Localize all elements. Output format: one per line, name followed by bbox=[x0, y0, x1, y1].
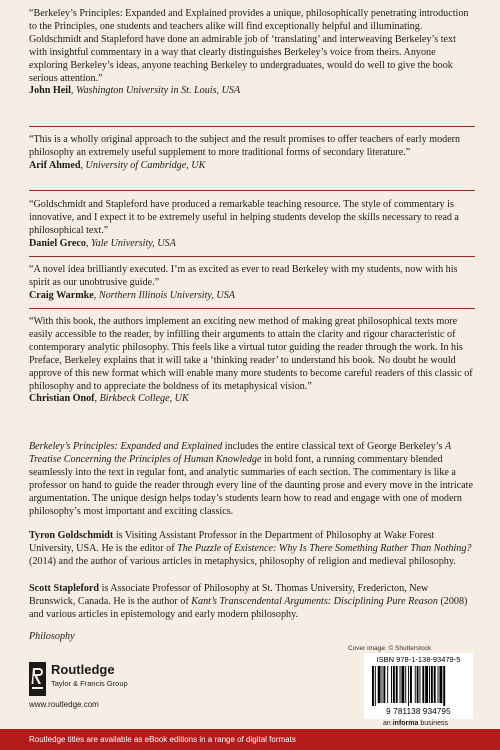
barcode-digits: 9 781138 934795 bbox=[386, 707, 451, 716]
description-text: in bold font, a running commentary blended seamlessly into the text in regular font, and analytic summaries of each section. The commentary is like a professor on hand to guide the reader through every line of the daunting prose and every move in the intricate argumentation. The unique design helps today’s students learn how to read and engage with one of modern philosophy’s most important and exciting classics. bbox=[29, 453, 473, 517]
barcode-bar bbox=[372, 666, 374, 706]
barcode-bar bbox=[439, 666, 442, 703]
review-quote: “This is a wholly original approach to the subject and the result promises to offer teachers of early modern philosophy an extremely useful supplement to more traditional forms of secondary literature.” bbox=[29, 134, 461, 158]
divider-rule bbox=[29, 190, 475, 191]
barcode-bar bbox=[443, 666, 445, 706]
barcode-bar bbox=[438, 666, 439, 703]
book-description bbox=[29, 441, 475, 518]
barcode-bars-icon bbox=[372, 666, 468, 706]
author-book-title: Kant’s Transcendental Arguments: Disciplining Pure Reason bbox=[191, 595, 438, 607]
review-quote: “With this book, the authors implement an exciting new method of making great philosophical texts more easily accessible to the reader, by infilling their arguments to attain the clarity and rigour characteristic of contemporary analytic philosophy. This feels like a virtual tutor guiding the reader through the work. In his Preface, Berkeley explains that it will take a ‘thinking reader’ to understand his book. No doubt he would approve of this new format which will enable many more students to become careful readers of this classic of philosophy and to appreciate the boldness of its metaphysical vision.” bbox=[29, 316, 473, 392]
review-quote: “Goldschmidt and Stapleford have produced a remarkable teaching resource. The style of commentary is innovative, and I expect it to be extremely useful in helping students develop the skills necessary to read a philosophical text.” bbox=[29, 199, 459, 236]
barcode-bar bbox=[405, 666, 406, 703]
barcode-bar bbox=[434, 666, 436, 703]
barcode-bar bbox=[420, 666, 421, 703]
description-text: includes the entire classical text of George Berkeley’s bbox=[222, 441, 446, 452]
publisher-url[interactable]: www.routledge.com bbox=[29, 700, 99, 709]
reviewer-affiliation: Birkbeck College, UK bbox=[99, 393, 189, 405]
routledge-logo-icon bbox=[29, 662, 46, 696]
footer-band bbox=[0, 729, 500, 750]
barcode-bar bbox=[401, 666, 404, 703]
barcode-bar bbox=[396, 666, 398, 703]
publisher-name: Routledge bbox=[51, 662, 115, 677]
review-onof bbox=[29, 316, 475, 406]
reviewer-affiliation: Northern Illinois University, USA bbox=[98, 289, 235, 301]
author-bio-goldschmidt bbox=[29, 530, 475, 569]
barcode-bar bbox=[410, 666, 412, 703]
informa-brand: informa bbox=[392, 720, 419, 727]
review-warmke bbox=[29, 264, 475, 303]
reviewer-affiliation: University of Cambridge, UK bbox=[85, 159, 206, 171]
barcode-bar bbox=[415, 666, 416, 703]
book-title: Berkeley’s Principles: Expanded and Explained bbox=[29, 441, 223, 452]
footer-text: Routledge titles are available as eBook editions in a range of digital formats bbox=[29, 735, 296, 744]
review-ahmed bbox=[29, 134, 475, 173]
barcode-bar bbox=[400, 666, 401, 703]
reviewer-name: Craig Warmke bbox=[29, 289, 94, 301]
review-heil bbox=[29, 8, 475, 98]
divider-rule bbox=[29, 256, 475, 257]
barcode-bar bbox=[425, 666, 428, 703]
reviewer-name: John Heil bbox=[29, 85, 71, 97]
author-name: Scott Stapleford bbox=[29, 583, 100, 594]
review-greco bbox=[29, 199, 475, 251]
review-citation: Daniel Greco, Yale University, USA bbox=[29, 237, 176, 249]
divider-rule bbox=[29, 308, 475, 309]
work-title: A Treatise Concerning the Principles of Human Knowledge bbox=[29, 441, 452, 465]
barcode-bar bbox=[375, 666, 376, 706]
reviewer-affiliation: Yale University, USA bbox=[90, 237, 176, 249]
barcode-bar bbox=[383, 666, 385, 703]
barcode-bar bbox=[391, 666, 392, 703]
barcode-bar bbox=[431, 666, 433, 703]
author-book-title: The Puzzle of Existence: Why Is There Something Rather Than Nothing? bbox=[177, 542, 472, 554]
review-citation: Arif Ahmed, University of Cambridge, UK bbox=[29, 159, 206, 171]
reviewer-name: Arif Ahmed bbox=[29, 159, 81, 171]
author-name: Tyron Goldschmidt bbox=[29, 530, 114, 541]
subject-category: Philosophy bbox=[29, 631, 75, 642]
author-bio-stapleford bbox=[29, 583, 475, 622]
reviewer-name: Daniel Greco bbox=[29, 237, 86, 249]
author-bio-text: is Associate Professor of Philosophy at St. Thomas University, Fredericton, New Brunswick, Canada. He is the author of bbox=[29, 583, 429, 607]
barcode-bar bbox=[378, 666, 381, 703]
review-citation: Christian Onof, Birkbeck College, UK bbox=[29, 393, 189, 405]
barcode-bar bbox=[422, 666, 424, 703]
barcode-bar bbox=[382, 666, 383, 703]
informa-prefix: an bbox=[383, 720, 393, 727]
reviewer-affiliation: Washington University in St. Louis, USA bbox=[75, 85, 241, 97]
author-bio-text: (2014) and the author of various articles in metaphysics, philosophy of religion and medieval philosophy. bbox=[29, 555, 456, 567]
publisher-logo bbox=[29, 660, 169, 710]
isbn-label: ISBN 978-1-138-93479-5 bbox=[376, 655, 461, 664]
author-bio-text: is Visiting Assistant Professor in the Department of Philosophy at Wake Forest University, USA. He is the editor of bbox=[29, 530, 435, 554]
publisher-group: Taylor & Francis Group bbox=[51, 679, 128, 688]
informa-suffix: business bbox=[418, 720, 448, 727]
review-quote: “Berkeley’s Principles: Expanded and Explained provides a unique, philosophically penetrating introduction to the Principles, one students and teachers alike will find exceptionally helpful and illuminating. Goldschmidt and Stapleford have done an admirable job of ‘translating’ and interweaving Berkeley’s text with insightful commentary in a way that clearly distinguishes Berkeley’s voice from theirs. Anyone exploring Berkeley’s ideas, anyone teaching Berkeley to undergraduates, would do well to give the book serious attention.” bbox=[29, 8, 469, 84]
reviewer-name: Christian Onof bbox=[29, 393, 95, 405]
divider-rule bbox=[29, 126, 475, 127]
barcode-bar bbox=[417, 666, 419, 703]
review-citation: John Heil, Washington University in St. Louis, USA bbox=[29, 85, 241, 97]
barcode-bar bbox=[387, 666, 388, 703]
barcode-bar bbox=[429, 666, 430, 703]
barcode-bar bbox=[408, 666, 409, 706]
barcode bbox=[364, 653, 473, 719]
barcode-bar bbox=[393, 666, 395, 703]
author-bio-text: (2008) and various articles in epistemology and early modern philosophy. bbox=[29, 595, 468, 620]
informa-tagline bbox=[383, 720, 448, 727]
review-citation: Craig Warmke, Northern Illinois University, USA bbox=[29, 289, 235, 301]
cover-credit: Cover image: © Shutterstock bbox=[348, 645, 432, 652]
review-quote: “A novel idea brilliantly executed. I’m as excited as ever to read Berkeley with my students, now with his spirit as our unobtrusive guide.” bbox=[29, 264, 458, 288]
